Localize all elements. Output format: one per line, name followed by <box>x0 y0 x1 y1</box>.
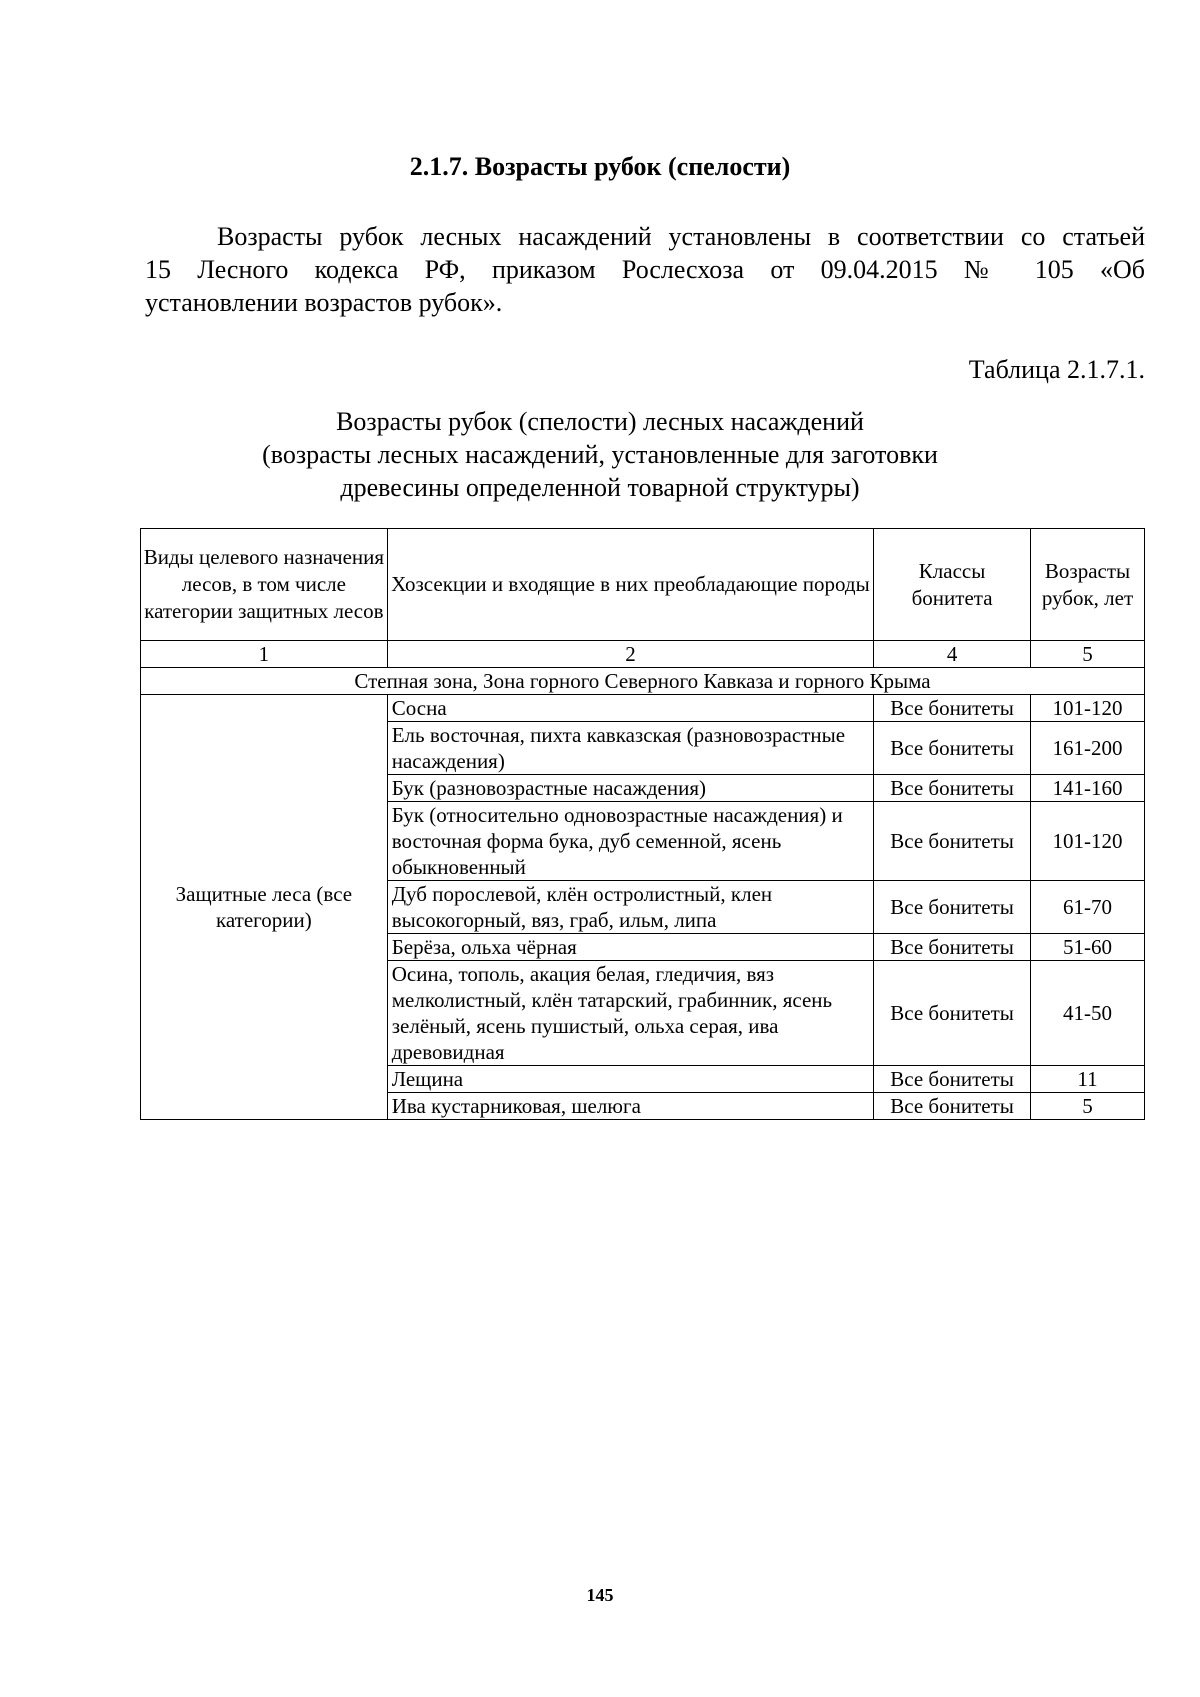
species-cell: Бук (разновозрастные насаждения) <box>387 775 873 802</box>
table-row <box>141 695 1145 722</box>
species-cell: Сосна <box>387 695 873 722</box>
bonitet-cell: Все бонитеты <box>874 775 1031 802</box>
age-cell: 161-200 <box>1031 722 1145 775</box>
page-number: 145 <box>586 1585 614 1605</box>
table-caption <box>0 405 1200 504</box>
species-cell: Ива кустарниковая, шелюга <box>387 1093 873 1120</box>
species-cell: Осина, тополь, акация белая, гледичия, вяз мелколистный, клён татарский, грабинник, ясень зелёный, ясень пушистый, ольха серая, ива древовидная <box>387 961 873 1066</box>
table-number: Таблица 2.1.7.1. <box>968 355 1145 384</box>
column-number-row <box>141 641 1145 668</box>
age-cell: 11 <box>1031 1066 1145 1093</box>
bonitet-cell: Все бонитеты <box>874 722 1031 775</box>
header-forest-purpose: Виды целевого назначения лесов, в том числе категории защитных лесов <box>141 529 388 641</box>
paragraph-line: 15 Лесного кодекса РФ, приказом Рослесхоза от 09.04.2015 № 105 «Об <box>145 255 1145 284</box>
bonitet-cell: Все бонитеты <box>874 1066 1031 1093</box>
header-cutting-age: Возрасты рубок, лет <box>1031 529 1145 641</box>
cutting-age-table <box>140 528 1145 1120</box>
column-number: 1 <box>141 641 388 668</box>
bonitet-cell: Все бонитеты <box>874 961 1031 1066</box>
age-cell: 141-160 <box>1031 775 1145 802</box>
zone-label: Степная зона, Зона горного Северного Кавказа и горного Крыма <box>141 668 1145 695</box>
species-cell: Бук (относительно одновозрастные насаждения) и восточная форма бука, дуб семенной, ясень обыкновенный <box>387 802 873 881</box>
bonitet-cell: Все бонитеты <box>874 802 1031 881</box>
age-cell: 61-70 <box>1031 881 1145 934</box>
column-number: 2 <box>387 641 873 668</box>
age-cell: 5 <box>1031 1093 1145 1120</box>
caption-line: древесины определенной товарной структуры) <box>340 473 860 502</box>
caption-line: Возрасты рубок (спелости) лесных насаждений <box>336 407 864 436</box>
category-cell: Защитные леса (все категории) <box>141 695 388 1120</box>
paragraph-line: установлении возрастов рубок». <box>145 288 503 317</box>
age-cell: 51-60 <box>1031 934 1145 961</box>
species-cell: Берёза, ольха чёрная <box>387 934 873 961</box>
species-cell: Лещина <box>387 1066 873 1093</box>
species-cell: Ель восточная, пихта кавказская (разновозрастные насаждения) <box>387 722 873 775</box>
age-cell: 101-120 <box>1031 695 1145 722</box>
caption-line: (возрасты лесных насаждений, установленные для заготовки <box>262 440 938 469</box>
zone-row <box>141 668 1145 695</box>
bonitet-cell: Все бонитеты <box>874 934 1031 961</box>
bonitet-cell: Все бонитеты <box>874 695 1031 722</box>
bonitet-cell: Все бонитеты <box>874 881 1031 934</box>
header-bonitet-classes: Классы бонитета <box>874 529 1031 641</box>
header-species-groups: Хозсекции и входящие в них преобладающие породы <box>387 529 873 641</box>
bonitet-cell: Все бонитеты <box>874 1093 1031 1120</box>
intro-paragraph <box>145 220 1145 319</box>
table-header-row <box>141 529 1145 641</box>
paragraph-line: Возрасты рубок лесных насаждений установлены в соответствии со статьей <box>217 222 1145 251</box>
column-number: 4 <box>874 641 1031 668</box>
species-cell: Дуб порослевой, клён остролистный, клен высокогорный, вяз, граб, ильм, липа <box>387 881 873 934</box>
section-heading: 2.1.7. Возрасты рубок (спелости) <box>409 152 791 181</box>
column-number: 5 <box>1031 641 1145 668</box>
age-cell: 101-120 <box>1031 802 1145 881</box>
age-cell: 41-50 <box>1031 961 1145 1066</box>
